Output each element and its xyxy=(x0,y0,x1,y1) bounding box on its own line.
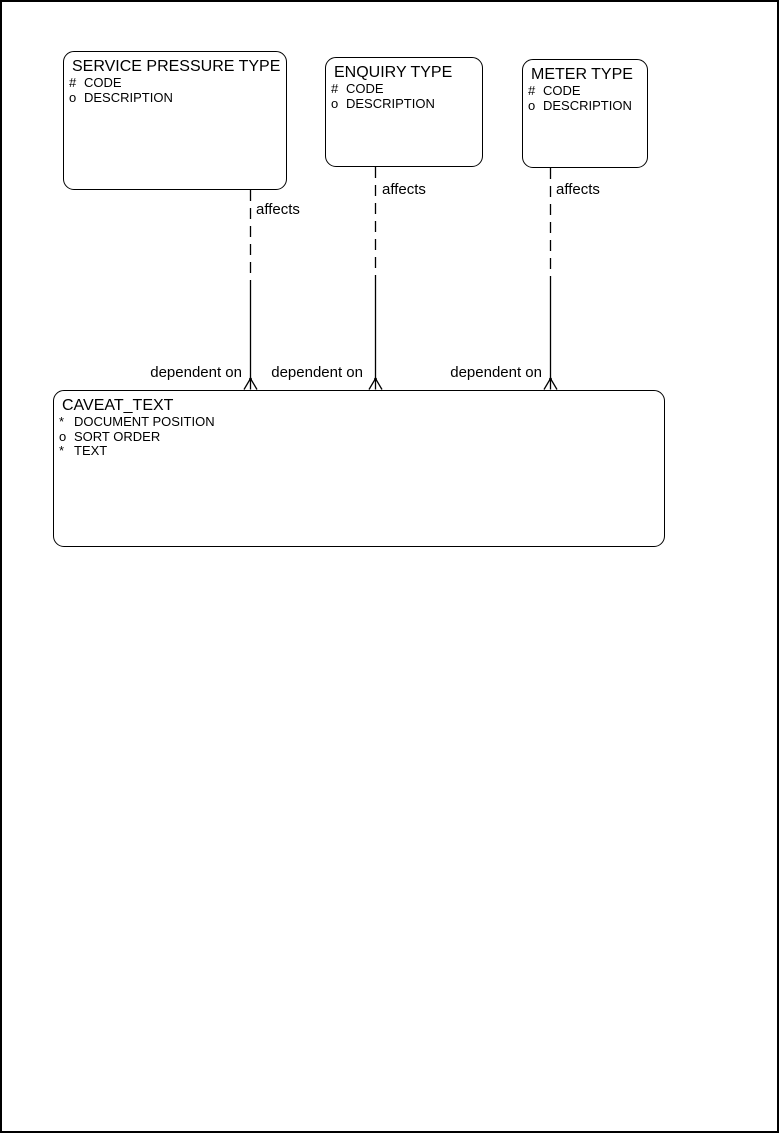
attribute-row xyxy=(69,91,286,106)
attribute-row xyxy=(528,84,647,99)
attribute-marker: # xyxy=(69,75,77,90)
attribute-row xyxy=(331,97,482,112)
attribute-label: CODE xyxy=(346,81,384,96)
relationship-label-affects-1: affects xyxy=(256,201,300,218)
attribute-row xyxy=(528,99,647,114)
attribute-label: DESCRIPTION xyxy=(346,95,435,111)
entity-caveat-text[interactable] xyxy=(53,390,665,547)
attribute-row xyxy=(59,444,664,459)
attribute-label: TEXT xyxy=(74,443,108,458)
entity-service-pressure-type[interactable] xyxy=(63,51,287,190)
attribute-label: DESCRIPTION xyxy=(543,97,632,113)
relationship-meter-type-caveat-text[interactable] xyxy=(544,168,557,390)
attribute-marker: * xyxy=(59,414,65,429)
attribute-marker: o xyxy=(331,95,339,111)
relationship-label-dependent-on-3: dependent on xyxy=(450,364,542,381)
relationship-service-pressure-type-caveat-text[interactable] xyxy=(244,190,257,390)
entity-title: ENQUIRY TYPE xyxy=(334,64,453,81)
attribute-label: CODE xyxy=(84,75,122,90)
attribute-marker: # xyxy=(528,83,536,98)
attribute-marker: # xyxy=(331,81,339,96)
entity-meter-type[interactable] xyxy=(522,59,648,168)
attribute-label: SORT ORDER xyxy=(74,428,161,444)
attribute-row xyxy=(69,76,286,91)
attribute-marker: * xyxy=(59,443,65,458)
entity-enquiry-type[interactable] xyxy=(325,57,483,167)
relationship-label-affects-2: affects xyxy=(382,181,426,198)
attribute-row xyxy=(59,430,664,445)
relationship-enquiry-type-caveat-text[interactable] xyxy=(369,167,382,390)
attribute-label: DESCRIPTION xyxy=(84,89,173,105)
entity-title: SERVICE PRESSURE TYPE xyxy=(72,58,281,75)
attribute-marker: o xyxy=(69,89,77,105)
relationship-label-dependent-on-2: dependent on xyxy=(271,364,363,381)
relationship-label-dependent-on-1: dependent on xyxy=(150,364,242,381)
attribute-marker: o xyxy=(528,97,536,113)
attribute-marker: o xyxy=(59,428,67,444)
entity-title: CAVEAT_TEXT xyxy=(62,397,174,414)
attribute-label: DOCUMENT POSITION xyxy=(74,414,215,429)
attribute-row xyxy=(59,415,664,430)
attribute-row xyxy=(331,82,482,97)
attribute-label: CODE xyxy=(543,83,581,98)
relationship-label-affects-3: affects xyxy=(556,181,600,198)
entity-title: METER TYPE xyxy=(531,66,633,83)
